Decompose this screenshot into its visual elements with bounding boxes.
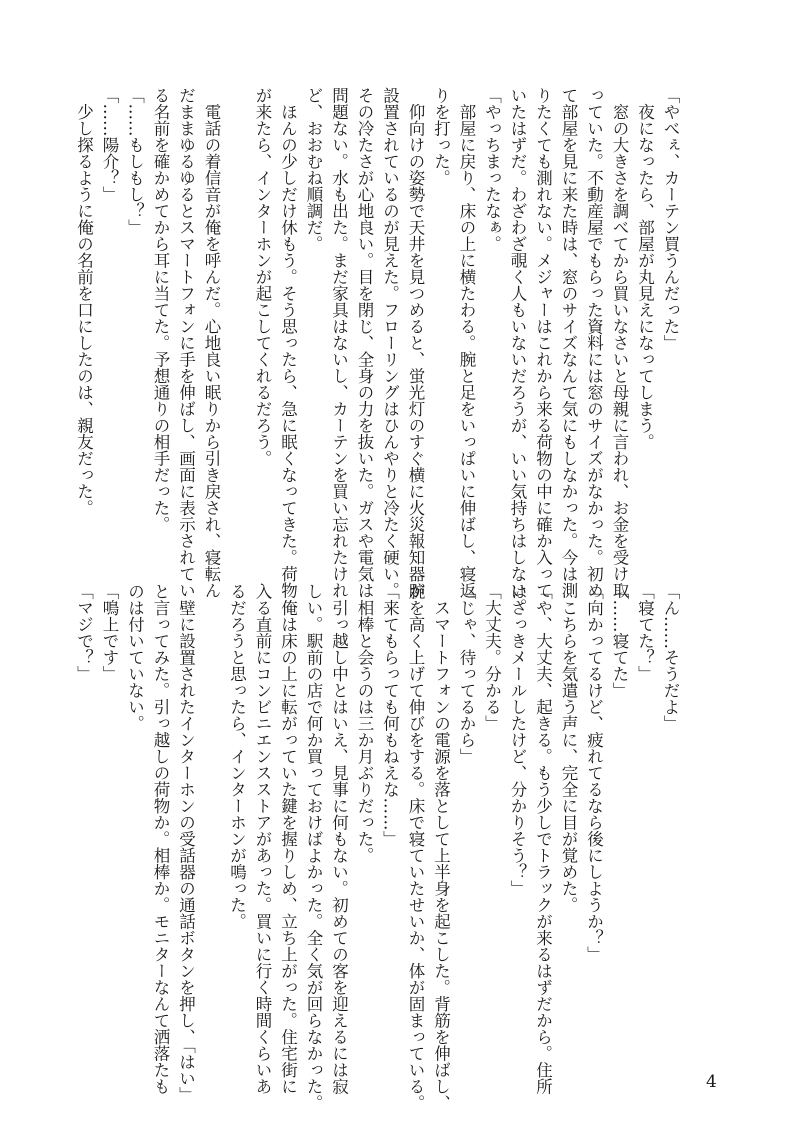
page-number: 4 [706,1072,717,1092]
text-line: 「マジで？」 [74,583,94,682]
text-line: 相棒と会うのは三か月ぶりだった。 [355,583,374,864]
text-line: 「……寝てた」 [610,583,629,699]
text-line: 「じゃ、待ってるから」 [457,583,476,765]
text-line: 「やっちまったなぁ。 [482,87,502,252]
text-line: 問題ない。水も出た。まだ家具はないし、カーテンを買い忘れたけれ [329,87,349,599]
text-line: りを打った。 [431,87,451,186]
text-line [224,87,250,557]
text-line: 「……もしもし？」 [125,87,145,236]
text-line: 「やべぇ、カーテン買うんだった」 [661,87,680,351]
text-line: 「向かってるけど、疲れてるなら後にしようか？」 [584,583,604,963]
text-line: 電話の着信音が俺を呼んだ。心地良い眠りから引き戻され、寝転ん [202,87,221,599]
text-line: りたくても測れない。メジャーはこれから来る荷物の中に確か入って [533,87,553,599]
text-line: はさっきメールしたけど、分かりそう？」 [508,583,527,897]
text-line: 「寝てた？」 [635,583,655,682]
text-line: 入る直前にコンビニエンスストアがあった。買いに行く時間くらいあ [253,583,272,1095]
text-line: 「鳴上です」 [100,583,119,682]
text-line: 壁に設置されたインターホンの受話器の通話ボタンを押し、「はい」 [176,583,196,1103]
text-line: 少し探るように俺の名前を口にしたのは、親友だった。 [74,87,94,516]
text-line: る名前を確かめてから耳に当てた。予想通りの相手だった。 [151,87,170,533]
text-line: 引っ越し中とはいえ、見事に何もない。初めての客を迎えるには寂 [329,583,349,1095]
text-line: 夜になったら、部屋が丸見えになってしまう。 [635,87,655,450]
text-line: 「来てもらっても何もねえな……」 [380,583,400,847]
text-block-top [74,87,683,615]
text-line: 俺は床の上に転がっていた鍵を握りしめ、立ち上がった。住宅街に [278,583,298,1095]
text-line: スマートフォンの電源を落として上半身を起こした。背筋を伸ばし、 [431,583,451,1111]
text-line: こちらを気遣う声に、完全に目が覚めた。 [559,583,578,913]
text-line: が来たら、インターホンが起こしてくれるだろう。 [253,87,272,467]
text-line [199,583,225,1033]
text-line: て部屋を見に来た時は、窓のサイズなんて気にもしなかった。今は測 [559,87,578,599]
text-line: のは付いていない。 [125,583,145,732]
text-line: 「や、大丈夫、起きる。もう少しでトラックが来るはずだから。住所 [533,583,553,1095]
text-line: その冷たさが心地良い。目を閉じ、全身の力を抜いた。ガスや電気は [355,87,374,599]
text-line: 部屋に戻り、床の上に横たわる。腕と足をいっぱいに伸ばし、寝返 [457,87,476,599]
text-line: るだろうと思ったら、インターホンが鳴った。 [227,583,247,930]
text-line: っていた。不動産屋でもらった資料には窓のサイズがなかった。初め [584,87,604,599]
text-line: ほんの少しだけ休もう。そう思ったら、急に眠くなってきた。荷物 [278,87,298,599]
text-line: だままゆるゆるとスマートフォンに手を伸ばし、画面に表示されてい [176,87,196,599]
text-line: 仰向けの姿勢で天井を見つめると、蛍光灯のすぐ横に火災報知器が [406,87,425,599]
text-line: しい。駅前の店で何か買っておけばよかった。全く気が回らなかった。 [304,583,323,1111]
text-line: 窓の大きさを調べてから買いなさいと母親に言われ、お金を受け取 [610,87,629,599]
text-line: 「大丈夫。分かる」 [482,583,502,732]
text-line: 設置されているのが見えた。フローリングはひんやりと冷たく硬い。 [380,87,400,599]
text-line: いたはずだ。わざわざ覗く人もいないだろうが、いい気持ちはしない。 [508,87,527,615]
text-line: 「ん……そうだよ」 [661,583,680,732]
text-line: と言ってみた。引っ越しの荷物か。相棒か。モニターなんて洒落たも [151,583,170,1095]
text-line: 腕を高く上げて伸びをする。床で寝ていたせいか、体が固まっている。 [406,583,425,1111]
text-block-bottom [74,583,683,1111]
text-line: 「……陽介？」 [100,87,119,203]
text-line: ど、おおむね順調だ。 [304,87,323,252]
